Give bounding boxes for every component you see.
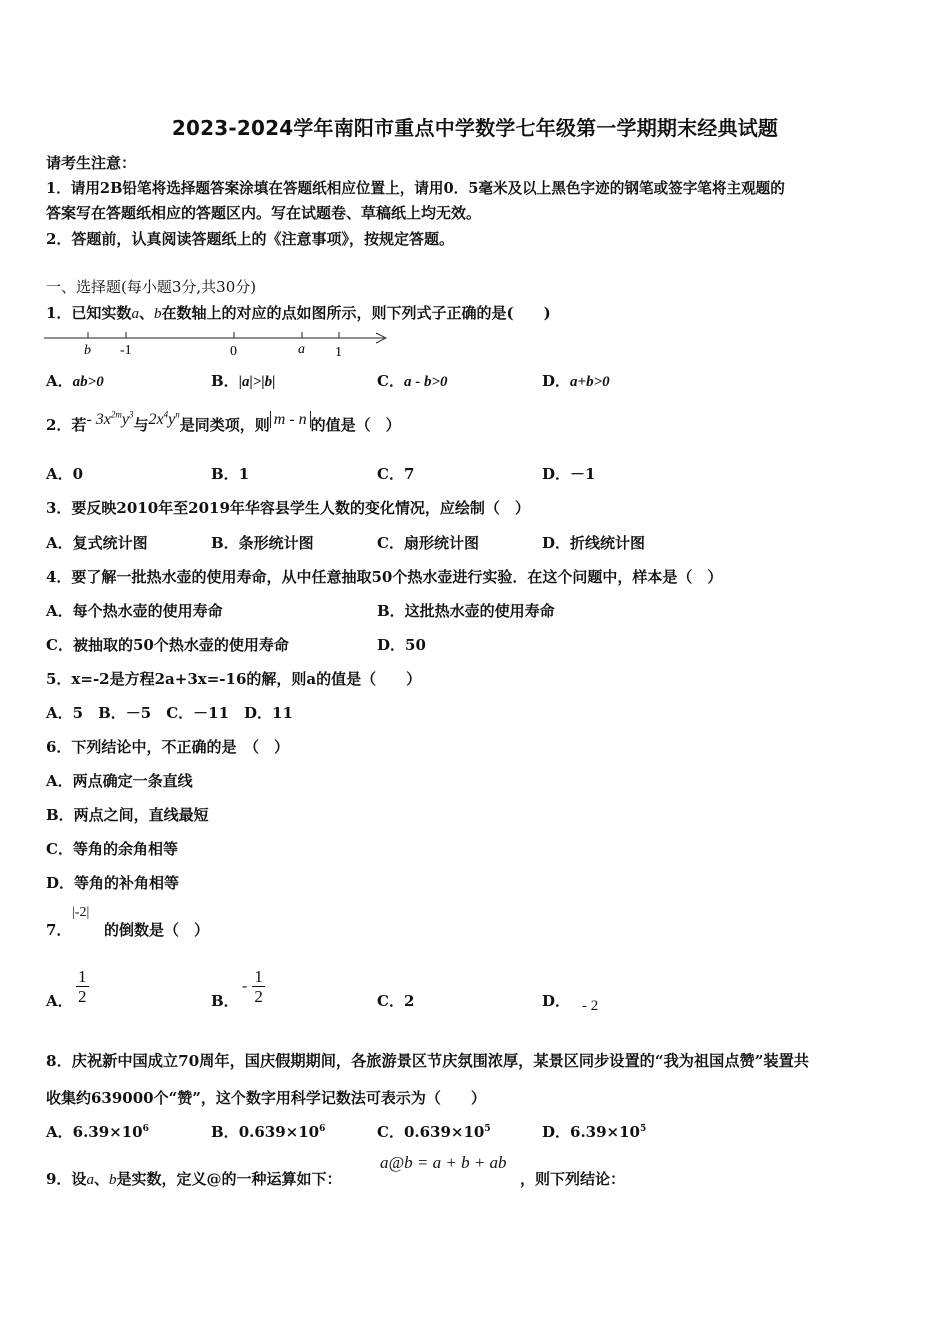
q2-option-b: B．1: [211, 465, 250, 483]
q7-option-b-label: B．: [211, 992, 239, 1010]
q7-option-b: - $\frac{1}{2}$: [242, 967, 263, 1006]
question-2-stem: 2．若- $3x^{2m}y^3$与$2x^4y^n$是同类项，则 m - n 的值是（ ）: [46, 409, 401, 434]
q6-option-b: B．两点之间，直线最短: [46, 806, 209, 824]
q4-option-d: D．50: [377, 636, 426, 654]
q3-option-d: D．折线统计图: [542, 534, 646, 552]
q7-option-c: C．2: [377, 992, 415, 1010]
label-b: b: [84, 343, 91, 358]
abs-minus-2: |-2|: [72, 905, 90, 920]
term-2: $2x^4y^n$: [148, 409, 180, 428]
abs-m-minus-n: m - n: [270, 411, 311, 428]
q4-option-b: B．这批热水壶的使用寿命: [377, 602, 555, 620]
question-1-stem: 1．已知实数a、b在数轴上的对应的点如图所示，则下列式子正确的是( ): [46, 304, 551, 322]
question-6-stem: 6．下列结论中，不正确的是 （ ）: [46, 738, 289, 756]
question-9-stem: 9．设a、b是实数，定义@的一种运算如下：: [46, 1170, 342, 1188]
q6-option-a: A．两点确定一条直线: [46, 772, 193, 790]
q2-option-d: D．－1: [542, 465, 596, 483]
page-title: 2023-2024学年南阳市重点中学数学七年级第一学期期末经典试题: [171, 116, 779, 140]
notice-line-1b: 答案写在答题纸相应的答题区内。写在试题卷、草稿纸上均无效。: [46, 204, 482, 222]
term-1: - $3x^{2m}y^3$: [86, 409, 134, 428]
q1-option-a: A．ab>0: [46, 372, 104, 390]
label-zero: 0: [230, 344, 237, 359]
q4-option-a: A．每个热水壶的使用寿命: [46, 602, 223, 620]
q8-option-a: A．$6.39\times 10^6$: [46, 1123, 149, 1141]
q5-options: A．5 B．－5 C．－11 D．11: [46, 704, 293, 722]
question-5-stem: 5．x=-2是方程2a+3x=-16的解，则a的值是（ ）: [46, 670, 422, 688]
q8-option-c: C．$0.639\times 10^5$: [377, 1123, 491, 1141]
q8-option-d: D．$6.39\times 10^5$: [542, 1123, 647, 1141]
q1-option-d: D．a+b>0: [542, 372, 610, 390]
q4-option-c: C．被抽取的50个热水壶的使用寿命: [46, 636, 289, 654]
q6-option-c: C．等角的余角相等: [46, 840, 178, 858]
q7-option-a: $\frac{1}{2}$: [78, 967, 87, 1006]
question-8-stem-2: 收集约639000个“赞”，这个数字用科学记数法可表示为（ ）: [46, 1089, 486, 1107]
notice-line-1: 1．请用2B铅笔将选择题答案涂填在答题纸相应位置上，请用0．5毫米及以上黑色字迹的钢笔或签字笔将主观题的: [46, 180, 785, 197]
question-7-stem: 的倒数是（ ）: [104, 921, 210, 939]
q6-option-d: D．等角的补角相等: [46, 874, 180, 892]
q3-option-b: B．条形统计图: [211, 534, 314, 552]
question-8-stem-1: 8．庆祝新中国成立70周年，国庆假期期间，各旅游景区节庆氛围浓厚，某景区同步设置的“我为祖国点赞”装置共: [46, 1052, 809, 1070]
q2-option-c: C．7: [377, 465, 415, 483]
label-a: a: [298, 342, 305, 357]
section-heading: 一、选择题(每小题3分,共30分): [46, 278, 257, 296]
question-7-num: 7．: [46, 921, 72, 939]
q7-option-a-label: A．: [46, 992, 73, 1010]
q7-option-d: D． - 2: [542, 992, 599, 1014]
operation-formula: a@b = a + b + ab: [380, 1153, 507, 1172]
question-3-stem: 3．要反映2010年至2019年华容县学生人数的变化情况，应绘制（ ）: [46, 499, 530, 517]
label-one: 1: [335, 345, 342, 360]
q3-option-c: C．扇形统计图: [377, 534, 479, 552]
question-4-stem: 4．要了解一批热水壶的使用寿命，从中任意抽取50个热水壶进行实验．在这个问题中，样本是（ ）: [46, 568, 723, 586]
q2-option-a: A．0: [46, 465, 84, 483]
q3-option-a: A．复式统计图: [46, 534, 148, 552]
label-minus-1: -1: [120, 343, 132, 358]
number-line: [44, 328, 394, 360]
notice-line-2: 2．答题前，认真阅读答题纸上的《注意事项》，按规定答题。: [46, 230, 454, 248]
question-9-tail: ，则下列结论：: [520, 1170, 626, 1188]
notice-heading: 请考生注意：: [46, 154, 137, 172]
q1-option-b: B．|a|>|b|: [211, 372, 276, 390]
q8-option-b: B．$0.639\times 10^6$: [211, 1123, 326, 1141]
q1-option-c: C．a - b>0: [377, 372, 448, 390]
